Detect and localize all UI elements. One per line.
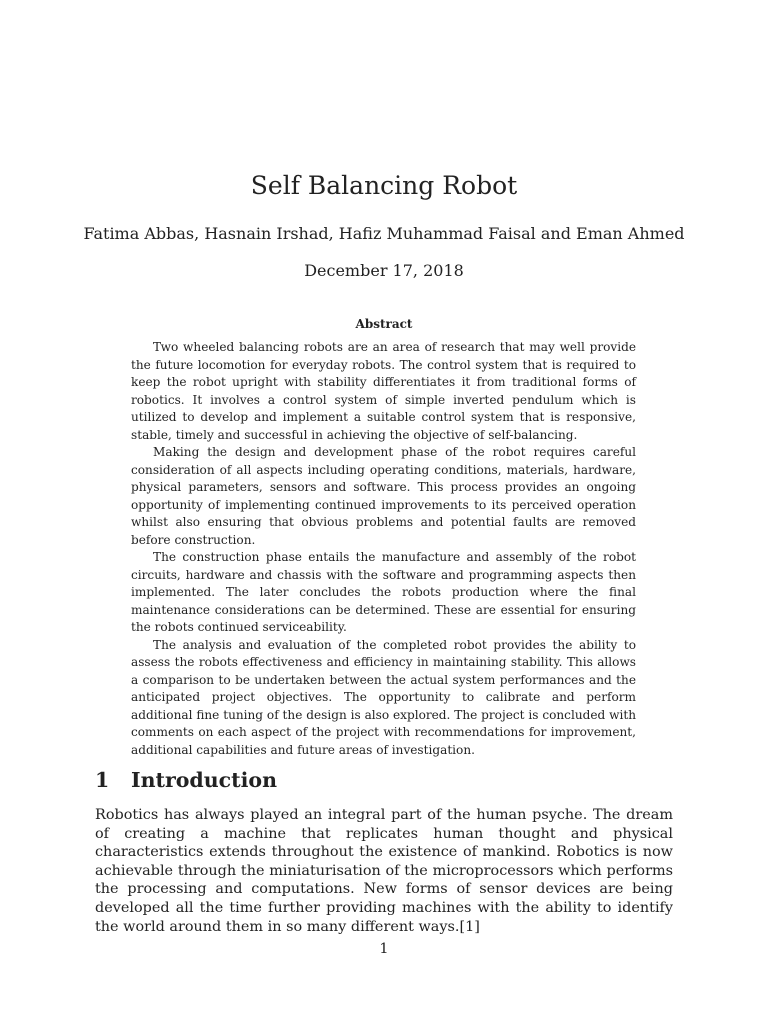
abstract-paragraph: Making the design and development phase of the robot requires careful consideration of all aspects including operating conditions, materials, hardware, physical parameters, sensors and software. This process provides an ongoing opportunity of implementing continued improvements to its perceived operation whilst also ensuring that obvious problems and potential faults are removed before construction. [131, 445, 636, 547]
abstract-paragraph: Two wheeled balancing robots are an area of research that may well provide the future locomotion for everyday robots. The control system that is required to keep the robot upright with stability differentiates it from traditional forms of robotics. It involves a control system of simple inverted pendulum which is utilized to develop and implement a suitable control system that is responsive, stable, timely and successful in achieving the objective of self-balancing. [131, 340, 636, 442]
page-number: 1 [379, 941, 389, 957]
paper-authors: Fatima Abbas, Hasnain Irshad, Hafiz Muhammad Faisal and Eman Ahmed [83, 224, 685, 243]
paper-title: Self Balancing Robot [250, 171, 518, 200]
abstract-paragraph: The analysis and evaluation of the completed robot provides the ability to assess the robots effectiveness and efficiency in maintaining stability. This allows a comparison to be undertaken between the actual system performances and the anticipated project objectives. The opportunity to calibrate and perform additional fine tuning of the design is also explored. The project is concluded with comments on each aspect of the project with recommendations for improvement, additional capabilities and future areas of investigation. [131, 637, 636, 757]
abstract-heading: Abstract [355, 317, 413, 331]
section-title: Introduction [131, 768, 277, 792]
section-heading [95, 766, 277, 794]
section-number: 1 [95, 768, 110, 792]
paper-date: December 17, 2018 [304, 261, 464, 280]
introduction-paragraph: Robotics has always played an integral part of the human psyche. The dream of creating a machine that replicates human thought and physical characteristics extends throughout the existence of mankind. Robotics is now achievable through the miniaturisation of the microprocessors which performs the processing and computations. New forms of sensor devices are being developed all the time further providing machines with the ability to identify the world around them in so many different ways.[1] [95, 807, 673, 935]
abstract-body [131, 339, 636, 759]
abstract-paragraph: The construction phase entails the manufacture and assembly of the robot circuits, hardware and chassis with the software and programming aspects then implemented. The later concludes the robots production where the final maintenance considerations can be determined. These are essential for ensuring the robots continued serviceability. [131, 550, 636, 634]
